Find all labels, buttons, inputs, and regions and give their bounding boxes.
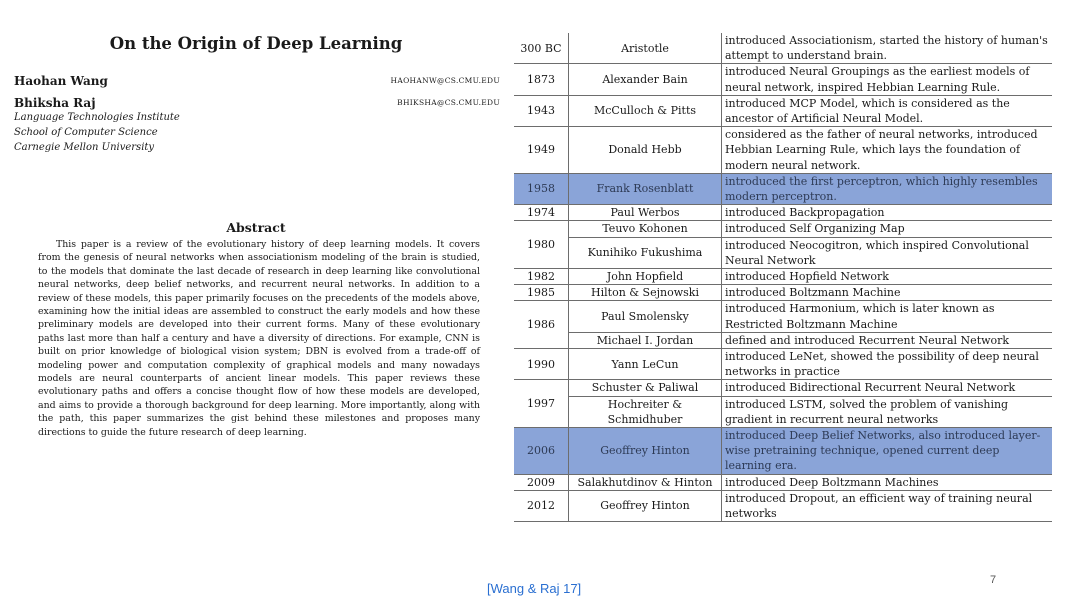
author-name: Haohan Wang: [14, 74, 108, 88]
person-cell: John Hopfield: [569, 269, 722, 285]
abstract-body: This paper is a review of the evolutionary history of deep learning models. It covers from the genesis of neural networks when associationism modeling of the brain is studied, to the models that dominate the last decade of research in deep learning like convolutional neural networks, deep belief networks, and recurrent neural networks. In addition to a review of these models, this paper primarily focuses on the precedents of the models above, examining how the initial ideas are assembled to construct the early models and how these preliminary models are developed into their current forms. Many of these evolutionary paths last more than half a century and have a diversity of directions. For example, CNN is built on prior knowledge of biological vision system; DBN is evolved from a trade-off of modeling power and computation complexity of graphical models and many nowadays models are neural counterparts of ancient linear models. This paper reviews these evolutionary paths and offers a concise thought flow of how these models are developed, and aims to provide a thorough background for deep learning. More importantly, along with the path, this paper summarizes the gist behind these milestones and proposes many directions to guide the future research of deep learning.: [38, 239, 480, 438]
author-row: [14, 96, 500, 112]
year-cell: 2006: [514, 428, 569, 475]
contribution-cell: introduced Bidirectional Recurrent Neural Network: [722, 380, 1053, 396]
person-cell: Hilton & Sejnowski: [569, 285, 722, 301]
contribution-cell: introduced Associationism, started the history of human's attempt to understand brain.: [722, 33, 1053, 64]
contribution-cell: introduced Neural Groupings as the earliest models of neural network, inspired Hebbian Learning Rule.: [722, 64, 1053, 95]
table-row: [514, 380, 1052, 396]
contribution-cell: introduced Hopfield Network: [722, 269, 1053, 285]
highlighted-row: [514, 428, 1052, 475]
contribution-cell: introduced LeNet, showed the possibility of deep neural networks in practice: [722, 349, 1053, 380]
affiliation-line: School of Computer Science: [14, 127, 158, 138]
table-row: [514, 205, 1052, 221]
table-row: [514, 396, 1052, 427]
contribution-cell: introduced Deep Boltzmann Machines: [722, 474, 1053, 490]
year-cell: 1873: [514, 64, 569, 95]
table-row: [514, 301, 1052, 332]
contribution-cell: introduced Harmonium, which is later known as Restricted Boltzmann Machine: [722, 301, 1053, 332]
person-cell: Paul Smolensky: [569, 301, 722, 332]
contribution-cell: defined and introduced Recurrent Neural Network: [722, 332, 1053, 348]
author-row: [14, 74, 500, 90]
table-row: [514, 474, 1052, 490]
affiliation-line: Language Technologies Institute: [14, 112, 180, 123]
year-cell: 1949: [514, 127, 569, 174]
year-cell: 300 BC: [514, 33, 569, 64]
contribution-cell: introduced Backpropagation: [722, 205, 1053, 221]
highlighted-row: [514, 173, 1052, 204]
contribution-cell: introduced Self Organizing Map: [722, 221, 1053, 237]
table-row: [514, 221, 1052, 237]
table-row: [514, 237, 1052, 268]
table-row: [514, 33, 1052, 64]
year-cell: 1958: [514, 173, 569, 204]
table-row: [514, 349, 1052, 380]
author-email: BHIKSHA@CS.CMU.EDU: [397, 98, 500, 107]
table-row: [514, 490, 1052, 521]
person-cell: Geoffrey Hinton: [569, 490, 722, 521]
contribution-cell: introduced the first perceptron, which highly resembles modern perceptron.: [722, 173, 1053, 204]
table-row: [514, 285, 1052, 301]
person-cell: Donald Hebb: [569, 127, 722, 174]
contribution-cell: introduced Neocogitron, which inspired Convolutional Neural Network: [722, 237, 1053, 268]
contribution-cell: considered as the father of neural networks, introduced Hebbian Learning Rule, which lays the foundation of modern neural network.: [722, 127, 1053, 174]
citation-link[interactable]: [Wang & Raj 17]: [487, 581, 582, 596]
year-cell: 1974: [514, 205, 569, 221]
abstract-heading: Abstract: [226, 220, 286, 235]
person-cell: Yann LeCun: [569, 349, 722, 380]
table-row: [514, 95, 1052, 126]
year-cell: 2012: [514, 490, 569, 521]
author-email: HAOHANW@CS.CMU.EDU: [390, 76, 500, 85]
year-cell: 1986: [514, 301, 569, 349]
contribution-cell: introduced Dropout, an efficient way of training neural networks: [722, 490, 1053, 521]
person-cell: Schuster & Paliwal: [569, 380, 722, 396]
page-number: 7: [990, 574, 997, 586]
table-row: [514, 332, 1052, 348]
person-cell: Michael I. Jordan: [569, 332, 722, 348]
person-cell: Frank Rosenblatt: [569, 173, 722, 204]
person-cell: McCulloch & Pitts: [569, 95, 722, 126]
affiliation-line: Carnegie Mellon University: [14, 142, 155, 153]
year-cell: 1980: [514, 221, 569, 269]
person-cell: Paul Werbos: [569, 205, 722, 221]
person-cell: Salakhutdinov & Hinton: [569, 474, 722, 490]
person-cell: Alexander Bain: [569, 64, 722, 95]
table-row: [514, 127, 1052, 174]
year-cell: 1943: [514, 95, 569, 126]
person-cell: Hochreiter & Schmidhuber: [569, 396, 722, 427]
contribution-cell: introduced LSTM, solved the problem of vanishing gradient in recurrent neural networks: [722, 396, 1053, 427]
timeline-table: [514, 33, 1052, 522]
contribution-cell: introduced Boltzmann Machine: [722, 285, 1053, 301]
table-row: [514, 269, 1052, 285]
table-row: [514, 64, 1052, 95]
year-cell: 1982: [514, 269, 569, 285]
person-cell: Kunihiko Fukushima: [569, 237, 722, 268]
paper-title: On the Origin of Deep Learning: [109, 34, 403, 53]
person-cell: Aristotle: [569, 33, 722, 64]
year-cell: 1997: [514, 380, 569, 428]
year-cell: 1985: [514, 285, 569, 301]
person-cell: Geoffrey Hinton: [569, 428, 722, 475]
year-cell: 1990: [514, 349, 569, 380]
contribution-cell: introduced MCP Model, which is considered as the ancestor of Artificial Neural Model.: [722, 95, 1053, 126]
person-cell: Teuvo Kohonen: [569, 221, 722, 237]
author-name: Bhiksha Raj: [14, 96, 96, 110]
year-cell: 2009: [514, 474, 569, 490]
contribution-cell: introduced Deep Belief Networks, also introduced layer-wise pretraining technique, opened current deep learning era.: [722, 428, 1053, 475]
